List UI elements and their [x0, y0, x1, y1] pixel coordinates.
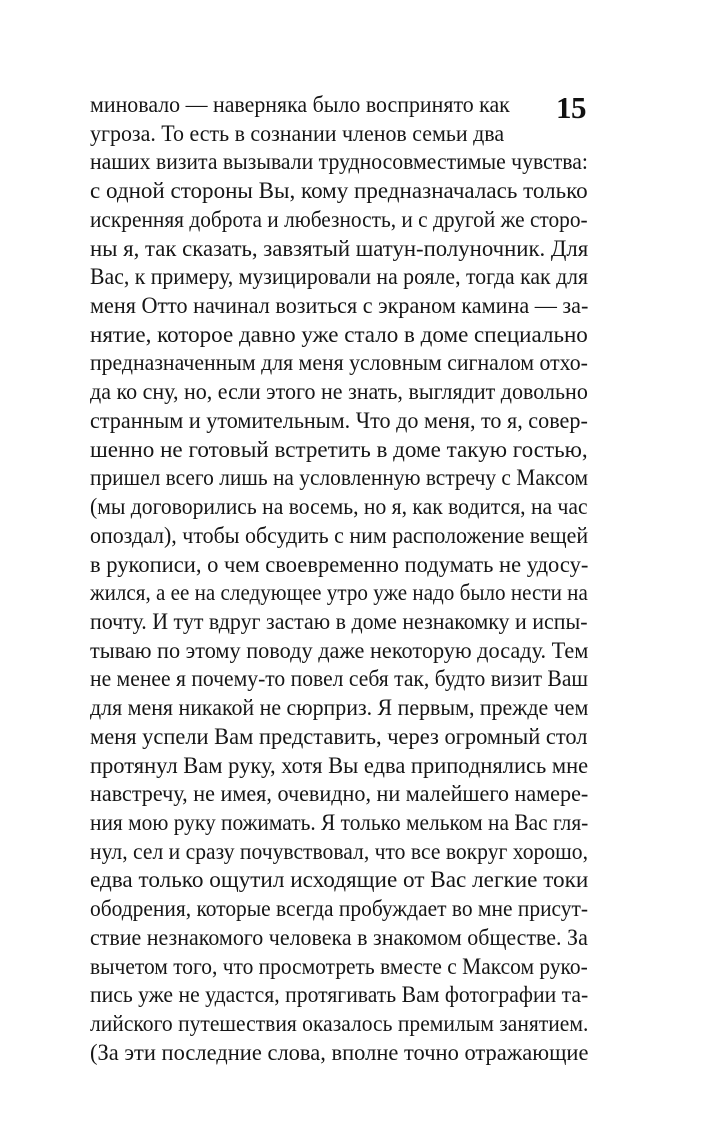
text-line: вычетом того, что просмотреть вместе с Максом руко- — [90, 953, 588, 979]
text-line: пришел всего лишь на условленную встречу с Максом — [90, 465, 589, 491]
text-line: с одной стороны Вы, кому предназначалась только — [90, 178, 588, 204]
text-line: Вас, к примеру, музицировали на рояле, тогда как для — [90, 264, 589, 290]
text-line: искренняя доброта и любезность, и с другой же сторо- — [90, 206, 588, 232]
text-line: угроза. То есть в сознании членов семьи два — [90, 120, 505, 146]
text-line: тываю по этому поводу даже некоторую досаду. Тем — [90, 637, 589, 663]
text-line: жился, а ее на следующее утро уже надо было нести на — [90, 580, 588, 606]
text-line: (За эти последние слова, вполне точно отражающие — [90, 1039, 589, 1065]
text-line: почту. И тут вдруг застаю в доме незнакомку и испы- — [90, 608, 588, 634]
text-line: ободрения, которые всегда пробуждает во мне присут- — [90, 896, 589, 922]
text-line: опоздал), чтобы обсудить с ним расположение вещей — [90, 522, 589, 548]
text-line: в рукописи, о чем своевременно подумать не удосу- — [90, 551, 589, 577]
text-line: ствие незнакомого человека в знакомом обществе. За — [90, 924, 588, 950]
text-line: наших визита вызывали трудносовместимые чувства: — [90, 149, 588, 175]
text-line: для меня никакой не сюрприз. Я первым, прежде чем — [90, 695, 589, 721]
text-line: едва только ощутил исходящие от Вас легкие токи — [90, 867, 589, 893]
text-line: нятие, которое давно уже стало в доме специально — [90, 321, 588, 347]
text-line: навстречу, не имея, очевидно, ни малейшего намере- — [90, 781, 589, 807]
text-line: да ко сну, но, если этого не знать, выглядит довольно — [90, 379, 588, 405]
text-line: лийского путешествия оказалось премилым занятием. — [90, 1011, 589, 1037]
text-line: нул, сел и сразу почувствовал, что все вокруг хорошо, — [90, 838, 589, 864]
text-line: странным и утомительным. Что до меня, то я, совер- — [90, 407, 588, 433]
text-line: предназначенным для меня условным сигналом отхо- — [90, 350, 588, 376]
text-line: меня Отто начинал возиться с экраном камина — за- — [90, 293, 589, 319]
text-line: ния мою руку пожимать. Я только мельком на Вас гля- — [90, 810, 589, 835]
text-line: (мы договорились на восемь, но я, как водится, на час — [90, 494, 588, 520]
page-number: 15 — [556, 90, 586, 125]
text-line: меня успели Вам представить, через огромный стол — [90, 723, 588, 749]
text-line: шенно не готовый встретить в доме такую гостью, — [90, 436, 588, 462]
text-line: пись уже не удастся, протягивать Вам фотографии та- — [90, 982, 589, 1008]
text-line: протянул Вам руку, хотя Вы едва приподнялись мне — [90, 752, 589, 778]
text-line: ны я, так сказать, завзятый шатун-полуночник. Для — [90, 235, 589, 261]
text-line: миновало — наверняка было воспринято как — [90, 92, 510, 117]
text-line: не менее я почему-то повел себя так, будто визит Ваш — [90, 666, 589, 692]
